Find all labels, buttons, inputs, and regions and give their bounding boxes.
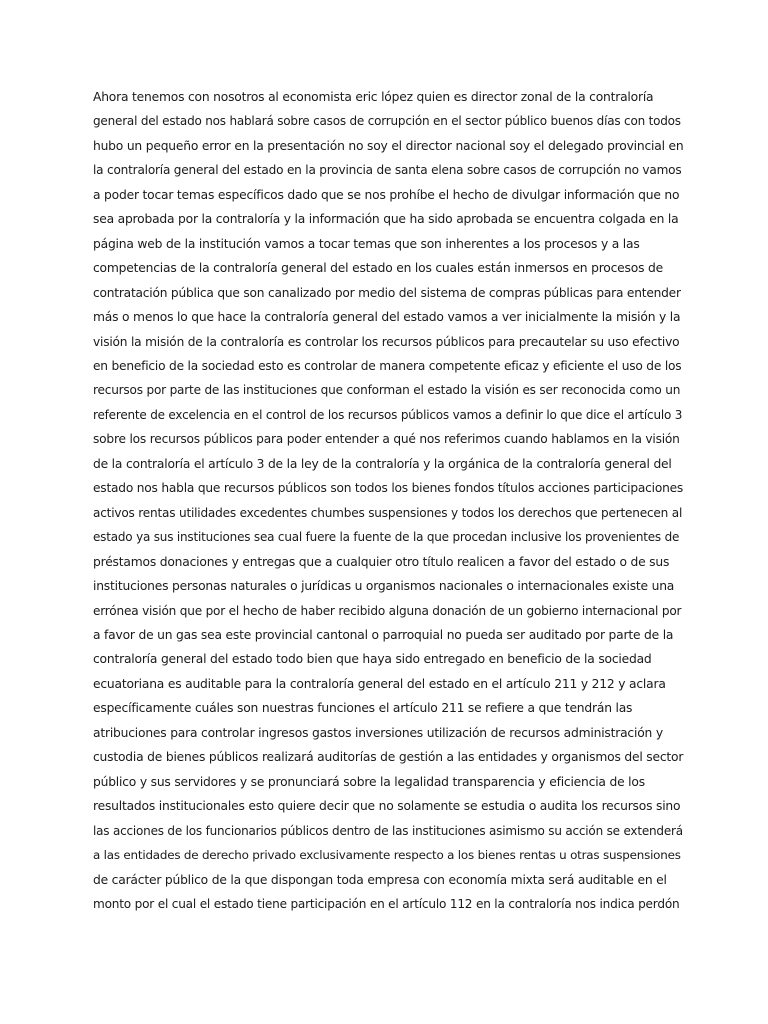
text-line: monto por el cual el estado tiene participación en el artículo 112 en la contraloría nos indica perdón	[93, 896, 680, 911]
text-line: resultados institucionales esto quiere decir que no solamente se estudia o audita los recursos sino	[93, 799, 681, 814]
text-line: a las entidades de derecho privado exclusivamente respecto a los bienes rentas u otras suspensiones	[93, 848, 681, 863]
text-line: visión la misión de la contraloría es controlar los recursos públicos para precautelar su uso efectivo	[93, 334, 680, 349]
text-line: recursos por parte de las instituciones que conforman el estado la visión es ser reconocida como un	[93, 383, 681, 398]
text-line: en beneficio de la sociedad esto es controlar de manera competente eficaz y eficiente el uso de los	[93, 358, 682, 373]
text-line: contraloría general del estado todo bien que haya sido entregado en beneficio de la sociedad	[93, 652, 652, 667]
text-line: referente de excelencia en el control de los recursos públicos vamos a definir lo que dice el artículo 3	[93, 407, 683, 422]
text-line: las acciones de los funcionarios públicos dentro de las instituciones asimismo su acción se extenderá	[93, 823, 683, 838]
text-line: ecuatoriana es auditable para la contraloría general del estado en el artículo 211 y 212 y aclara	[93, 676, 666, 691]
document-body-text	[93, 85, 683, 916]
text-line: atribuciones para controlar ingresos gastos inversiones utilización de recursos administración y	[93, 725, 663, 740]
text-line: más o menos lo que hace la contraloría general del estado vamos a ver inicialmente la misión y la	[93, 310, 681, 325]
text-line: estado ya sus instituciones sea cual fuere la fuente de la que procedan inclusive los provenientes de	[93, 530, 680, 545]
text-line: público y sus servidores y se pronunciará sobre la legalidad transparencia y eficiencia de los	[93, 774, 645, 789]
text-line: instituciones personas naturales o jurídicas u organismos nacionales o internacionales existe una	[93, 579, 675, 594]
text-line: de carácter público de la que dispongan toda empresa con economía mixta será auditable en el	[93, 872, 667, 887]
text-line: competencias de la contraloría general del estado en los cuales están inmersos en procesos de	[93, 261, 663, 276]
text-line: sobre los recursos públicos para poder entender a qué nos referimos cuando hablamos en la visión	[93, 432, 680, 447]
text-line: general del estado nos hablará sobre casos de corrupción en el sector público buenos días con todos	[93, 114, 681, 129]
text-line: estado nos habla que recursos públicos son todos los bienes fondos títulos acciones participaciones	[93, 481, 684, 496]
text-line: errónea visión que por el hecho de haber recibido alguna donación de un gobierno internacional por	[93, 603, 682, 618]
text-line: la contraloría general del estado en la provincia de santa elena sobre casos de corrupción no vamos	[93, 163, 682, 178]
text-line: página web de la institución vamos a tocar temas que son inherentes a los procesos y a las	[93, 236, 640, 251]
text-line: hubo un pequeño error en la presentación no soy el director nacional soy el delegado provincial en	[93, 138, 684, 153]
text-line: custodia de bienes públicos realizará auditorías de gestión a las entidades y organismos del sector	[93, 750, 684, 765]
text-line: activos rentas utilidades excedentes chumbes suspensiones y todos los derechos que pertenecen al	[93, 505, 683, 520]
text-line: de la contraloría el artículo 3 de la ley de la contraloría y la orgánica de la contraloría general del	[93, 456, 672, 471]
text-line: a favor de un gas sea este provincial cantonal o parroquial no pueda ser auditado por parte de la	[93, 627, 674, 642]
text-line: préstamos donaciones y entregas que a cualquier otro título realicen a favor del estado o de sus	[93, 554, 670, 569]
text-line: específicamente cuáles son nuestras funciones el artículo 211 se refiere a que tendrán las	[93, 701, 633, 716]
text-line: sea aprobada por la contraloría y la información que ha sido aprobada se encuentra colgada en la	[93, 212, 679, 227]
text-line: a poder tocar temas específicos dado que se nos prohíbe el hecho de divulgar información que no	[93, 187, 680, 202]
text-line: Ahora tenemos con nosotros al economista eric lópez quien es director zonal de la contraloría	[93, 90, 654, 104]
text-line: contratación pública que son canalizado por medio del sistema de compras públicas para entender	[93, 285, 681, 300]
